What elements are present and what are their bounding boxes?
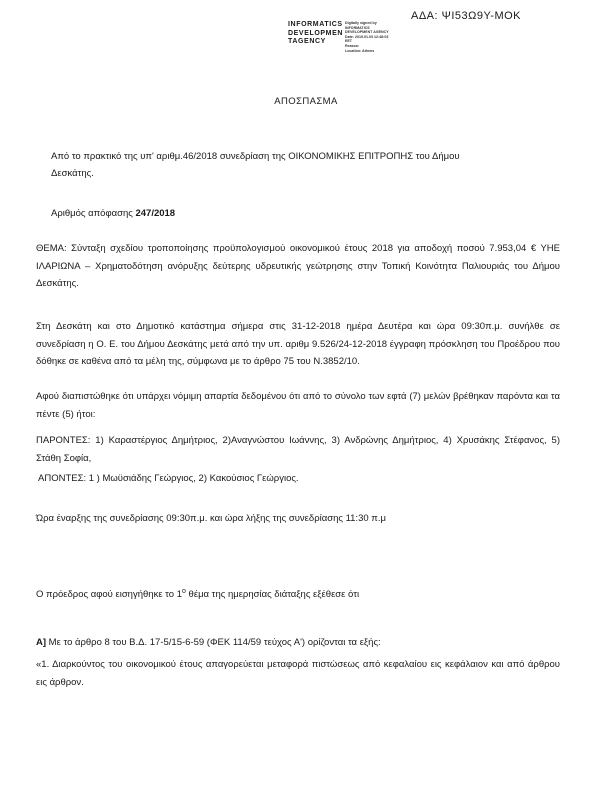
chair-introduction <box>36 583 560 604</box>
signature-line: INFORMATICS <box>345 25 370 30</box>
decision-label: Αριθμός απόφασης <box>51 208 136 219</box>
signature-details <box>345 21 389 53</box>
subject-paragraph: ΘΕΜΑ: Σύνταξη σχεδίου τροποποίησης προϋπολογισμού οικονομικού έτους 2018 για αποδοχή ποσού 7.953,04 € ΥΗΕ ΙΛΑΡΙΩΝΑ – Χρηματοδότηση ανόρυξης δεύτερης υδρευτικής γεώτρησης στην Τοπική Κοινότητα Παλιουριάς του Δήμου Δεσκάτης. <box>36 243 560 289</box>
signature-line: Digitally signed by <box>345 21 377 25</box>
stamp-line: INFORMATICS <box>288 21 343 28</box>
quoted-article: «1. Διαρκούντος του οικονομικού έτους απαγορεύεται μεταφορά πιστώσεως από κεφαλαίου εις κεφάλαιον και από άρθρου εις άρθρον. <box>36 659 560 688</box>
law-reference <box>36 634 560 652</box>
intro-line: Από το πρακτικό της υπ' αριθμ.46/2018 συνεδρίαση της ΟΙΚΟΝΟΜΙΚΗΣ ΕΠΙΤΡΟΠΗΣ του Δήμου <box>51 151 460 162</box>
chair-text: θέμα της ημερησίας διάταξης εξέθεσε ότι <box>185 589 360 601</box>
meeting-times: Ώρα έναρξης της συνεδρίασης 09:30π.μ. και ώρα λήξης της συνεδρίασης 11:30 π.μ <box>36 513 386 524</box>
ada-code: ΑΔΑ: ΨΙ53Ω9Υ-ΜΟΚ <box>411 10 522 22</box>
meeting-paragraph: Στη Δεσκάτη και στο Δημοτικό κατάστημα σήμερα στις 31-12-2018 ημέρα Δευτέρα και ώρα 09:30π.μ. συνήλθε σε συνεδρίαση η Ο. Ε. του Δήμου Δεσκάτης μετά από την υπ. αριθμ 9.526/24-12-2018 έγγραφη πρόσκληση του Προέδρου που δόθηκε σε καθένα από τα μέλη της, σύμφωνα με το άρθρο 75 του Ν.3852/10. <box>36 321 560 367</box>
quorum-paragraph: Αφού διαπιστώθηκε ότι υπάρχει νόμιμη απαρτία δεδομένου ότι από το σύνολο των εφτά (7) μελών βρέθηκαν παρόντα και τα πέντε (5) ήτοι: <box>36 391 560 420</box>
stamp-line: TAGENCY <box>288 38 326 45</box>
signature-line: Location: Athens <box>345 48 375 53</box>
intro-line: Δεσκάτης. <box>51 168 94 179</box>
decision-value: 247/2018 <box>135 208 176 219</box>
absent-members: ΑΠΟΝΤΕΣ: 1 ) Μωϋσιάδης Γεώργιος, 2) Κακούσιος Γεώργιος. <box>38 473 299 484</box>
law-text: Με το άρθρο 8 του Β.Δ. 17-5/15-6-59 (ΦΕΚ 114/59 τεύχος Α') ορίζονται τα εξής: <box>46 637 381 648</box>
decision-number <box>51 205 351 223</box>
signature-stamp-label <box>288 21 343 47</box>
stamp-line: DEVELOPMEN <box>288 29 344 37</box>
document-heading: ΑΠΟΣΠΑΣΜΑ <box>274 96 338 107</box>
signature-line: EET <box>345 39 352 44</box>
section-label: Α] <box>36 637 47 648</box>
signature-line: Reason: <box>345 43 360 48</box>
chair-text: Ο πρόεδρος αφού εισηγήθηκε το 1 <box>36 589 183 601</box>
ordinal-suffix: ο <box>182 588 186 595</box>
signature-line: Date: 2019.01.03 12:48:03 <box>345 34 389 39</box>
signature-line: DEVELOPMENT AGENCY <box>345 30 389 35</box>
present-members: ΠΑΡΟΝΤΕΣ: 1) Καραστέργιος Δημήτριος, 2)Αναγνώστου Ιωάννης, 3) Ανδρώνης Δημήτριος, 4) Χρυσάκης Στέφανος, 5) Στάθη Σοφία, <box>36 435 560 464</box>
